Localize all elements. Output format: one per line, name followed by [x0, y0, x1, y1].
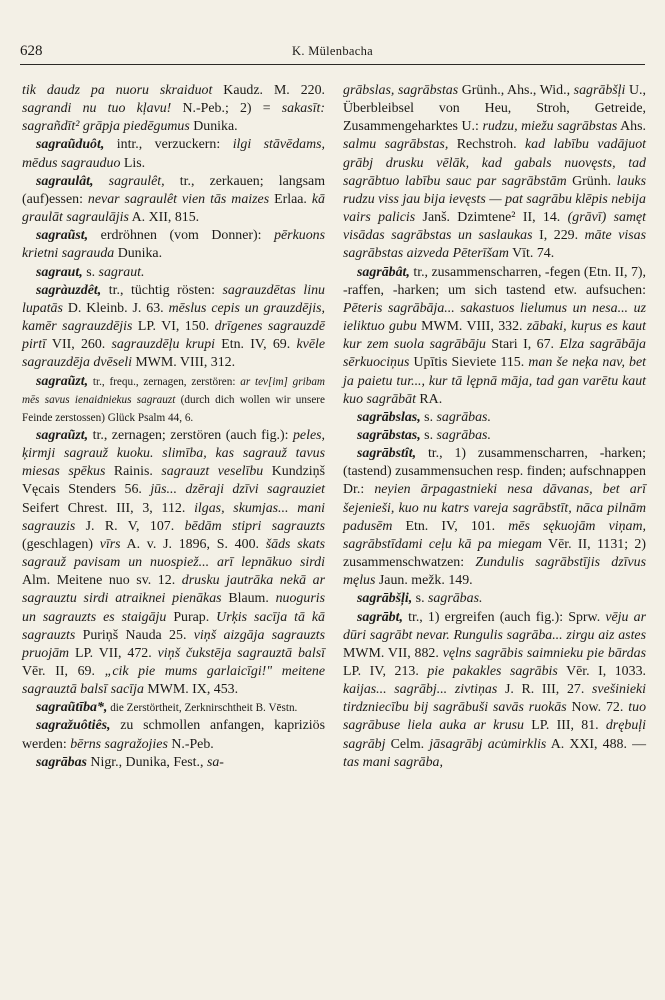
entry-text: U., Überbleibsel von Heu, Stroh, Getreide, Zusammengeharktes U.: — [343, 83, 646, 135]
dictionary-entry — [343, 264, 646, 409]
entry-text: Now. 72. — [566, 700, 629, 716]
headword: sagrābt, — [357, 609, 403, 625]
entry-text: pērkuons krietni sagrauda — [22, 228, 325, 262]
dictionary-entry — [22, 82, 325, 136]
entry-text: tr., zernagen; zerstören (auch fig.): — [88, 427, 293, 443]
entry-text: LP. III, 81. — [524, 718, 606, 734]
entry-text: s. — [82, 264, 99, 280]
entry-text: Upītis Sieviete 115. — [409, 355, 529, 371]
entry-text: sagrauzdētas linu lupatās — [22, 282, 325, 316]
entry-text: jūs... dzēraji dzīvi sagrauziet — [150, 482, 325, 498]
entry-text: sagrābas. — [436, 427, 491, 443]
entry-text: ilgas, skumjas... mani sagrauzis — [22, 500, 325, 534]
entry-text: Purap. — [166, 609, 217, 625]
headword: sagrābstas, — [357, 427, 421, 443]
entry-text: s. — [420, 409, 437, 425]
entry-text: LP. VI, 150. — [132, 319, 215, 335]
entry-text: bērns sagražojies — [70, 736, 168, 752]
entry-text: s. — [412, 591, 429, 607]
entry-text — [94, 174, 109, 189]
entry-text: kaijas... sagrābj... zivtiņas — [343, 682, 498, 698]
entry-text: sagrauzt veselību — [161, 464, 264, 480]
entry-text: N.-Peb.; 2) = — [171, 101, 282, 117]
dictionary-entry — [22, 699, 325, 717]
entry-text: Erlaa. — [269, 191, 312, 207]
entry-text: nevar sagraulêt vien tās maizes — [87, 191, 270, 207]
entry-text: drębuļi sagrābj — [343, 718, 646, 752]
entry-text: sagrauzdēļu krupi — [111, 337, 216, 353]
entry-text: Dunika. — [189, 119, 238, 135]
entry-text: vēju ar dūri sagrābt nevar. Rungulis sagrāba... zirgu aiz astes — [343, 609, 646, 643]
entry-text: s. — [420, 427, 437, 443]
dictionary-entry — [343, 409, 646, 427]
entry-text: Dunika. — [114, 246, 163, 262]
entry-text: J. R. V, 107. — [75, 518, 185, 534]
entry-text: sagrandi nu tuo kļavu! — [22, 101, 172, 117]
entry-text: MWM. IX, 453. — [143, 682, 239, 698]
entry-text: Rainis. — [105, 464, 162, 480]
entry-text: Lis. — [120, 155, 146, 171]
entry-text: tr., tüchtig rösten: — [101, 282, 223, 298]
entry-text: tr., frequ., zernagen, zerstören: — [88, 375, 241, 388]
entry-text: viņš čukstēja sagrauztā balsī — [157, 645, 325, 661]
entry-text: Etn. IV, 69. — [215, 337, 297, 353]
entry-text: A. v. J. 1896, S. 400. — [120, 536, 266, 552]
headword: sagraũzt, — [36, 427, 89, 443]
entry-text: sa- — [206, 754, 224, 770]
entry-text: ne̦vien ārpagastnieki nesa dāvanas, bet arī šejenieši, kuo nu katrs vareja sagrābstīt, nāca pilnām padusēm — [343, 482, 646, 534]
entry-text: salmu sagrābstas, — [343, 137, 449, 153]
entry-text: kad labību vadājuot grābj drusku vēlāk, kad gabals nuovęsts, tad sagrābtuo labību sauc par sagrābstām — [343, 137, 646, 189]
dictionary-entry — [343, 427, 646, 445]
entry-text: A. XII, 815. — [128, 210, 200, 226]
entry-text: zu schmollen anfangen, kapriziös werden: — [22, 718, 325, 752]
headword: sagraũduôt, — [36, 137, 105, 153]
dictionary-entry — [22, 227, 325, 263]
entry-text: tr., 1) ergreifen (auch fig.): Sprw. — [402, 609, 606, 625]
entry-text: sagraulêt, — [108, 173, 165, 189]
entry-text: sagrābšļi — [573, 83, 626, 98]
entry-text: māte visas sagrābstas aizveda Pēterīšam — [343, 228, 646, 262]
entry-text: Zundulis sagrābstījis dzīvus męlus — [343, 555, 646, 589]
entry-text: D. Kleinb. J. 63. — [62, 300, 169, 316]
entry-text: A. XXI, 488. — — [546, 736, 646, 752]
entry-text: MWM. VIII, 312. — [131, 355, 236, 371]
entry-text: sagrābas. — [436, 409, 491, 425]
left-column — [22, 82, 325, 772]
entry-text: Janš. Dzimtene² II, 14. — [415, 210, 568, 226]
headword: sagražuôtiês, — [36, 718, 111, 734]
entry-text: sagraut. — [98, 264, 145, 280]
entry-text: „cik pie mums garlaicīgi!" meitene sagrauztā balsī sacīja — [22, 664, 325, 698]
entry-text: svešinieki tirdzniecību bij sagrābuši savās ruokās — [343, 682, 647, 716]
entry-text: Alm. Meitene nuo sv. 12. — [22, 573, 182, 589]
entry-text: Stari I, 67. — [485, 337, 560, 353]
entry-text: nuoguris un sagrauzts es staigāju — [22, 591, 325, 625]
entry-text: tr., zerkauen; langsam (auf)essen: — [22, 173, 325, 207]
headword: sagrābslas, — [357, 409, 421, 425]
entry-text: intr., verzuckern: — [104, 137, 233, 153]
entry-text: LP. VII, 472. — [69, 645, 158, 661]
entry-text: Vēr. II, 1131; 2) zusammenschwatzen: — [343, 536, 646, 571]
entry-text: drīgenes sagrauzdē pirtī — [22, 319, 325, 353]
headword: sagrābstît, — [357, 446, 417, 462]
entry-text: šāds skats sagrauž pavisam un nuospiež... arī lepnākuo sirdi — [22, 536, 325, 571]
dictionary-entry — [343, 445, 646, 590]
headword: sagrābas — [36, 754, 87, 770]
dictionary-entry — [22, 282, 325, 373]
running-title: K. Mülenbacha — [292, 44, 373, 58]
right-column — [343, 82, 646, 772]
entry-text: Rechstroh. — [448, 137, 525, 153]
dictionary-entry — [343, 590, 646, 608]
entry-text: rudzu, miežu sagrābstas — [482, 119, 618, 135]
entry-text: Ahs. — [617, 119, 646, 135]
entry-text: grābslas, sagrābstas — [343, 83, 459, 98]
entry-text: mēslus cepis un grauzdējis, kamēr sagrauzdējis — [22, 300, 325, 335]
entry-text: Etn. IV, 101. — [392, 518, 509, 534]
entry-text: mēs sękuojām viņam, sagrābstīdami ceļu kā pa miegam — [343, 518, 646, 552]
entry-text: tas mani sagrāba, — [343, 754, 443, 770]
entry-text: Grünh., Ahs., Wid., — [458, 83, 574, 98]
entry-text: MWM. VIII, 332. — [416, 319, 527, 335]
entry-text: zābaki, kuŗus es kaut kur zem suola sagrābāju — [343, 319, 646, 353]
dictionary-entry — [22, 173, 325, 227]
entry-text: ar tev[im] gribam mēs savus ienaidniekus sagrauzt — [22, 375, 325, 406]
entry-text: Vēr. II, 69. — [22, 664, 105, 679]
entry-text: viņš aizgāja sagrauzts pruojām — [22, 627, 325, 661]
entry-text: sakasīt: sagrañdīt² grāpja piedēgumus — [22, 101, 325, 135]
entry-text: I, 229. — [532, 228, 585, 244]
entry-text: Blaum. — [221, 591, 276, 607]
entry-text: Kaudz. M. 220. — [212, 83, 326, 98]
entry-text: bēdām stipri sagrauzts — [184, 518, 325, 534]
entry-text: man še ne̦ka nav, bet ja paietu tur..., kur tā lępnā māja, tad gan varētu kaut kuo sagrābāt — [343, 355, 647, 407]
entry-text: sagrābas. — [428, 591, 483, 607]
dictionary-entry — [343, 82, 646, 264]
headword: sagràuzdêt, — [36, 282, 102, 298]
entry-text: ilgi stāvēdams, mēdus sagrauduo — [22, 137, 325, 171]
entry-text: drusku jautrāka nekā ar sagrauztu sirdi atraiknei pienākas — [22, 573, 325, 607]
entry-text: Seifert Chrest. III, 3, 112. — [22, 500, 195, 516]
entry-text: erdröhnen (vom Donner): — [88, 228, 275, 244]
entry-text: die Zerstörtheit, Zerknirschtheit B. Vēstn. — [107, 702, 298, 715]
entry-text: (geschlagen) — [22, 536, 100, 552]
entry-text: (grāvī) samęt visādas sagrābstas un saslaukas — [343, 210, 646, 244]
entry-text: J. R. III, 27. — [497, 682, 593, 698]
entry-text: Jaun. mežk. 149. — [375, 573, 473, 589]
entry-text: tr., 1) zusammenscharren, -harken; (tastend) zusammensuchen resp. finden; aufschnappen Dr.: — [343, 446, 646, 498]
entry-text: MWM. VII, 882. — [343, 645, 443, 661]
entry-text: RA. — [415, 391, 443, 407]
entry-text: LP. IV, 213. — [343, 664, 428, 679]
dictionary-entry — [22, 427, 325, 699]
dictionary-entry — [22, 717, 325, 753]
entry-text: pie pakakles sagrābis — [427, 664, 558, 679]
page-number: 628 — [20, 43, 43, 59]
headword: sagraũst, — [36, 228, 89, 244]
headword: sagraũzt, — [36, 373, 89, 389]
entry-text: tuo sagrābuse liela auka ar krusu — [343, 700, 647, 734]
entry-text: vīrs — [99, 536, 121, 552]
entry-text: tik daudz pa nuoru skraiduot — [22, 83, 213, 98]
entry-text: Puriņš Nauda 25. — [75, 627, 194, 643]
entry-text: Pēteris sagrābāja... sakastuos lielumus un nesa... uz ieliktuo gubu — [343, 300, 646, 335]
entry-text: peles, ķirmji sagrauž kuoku. slimība, kas sagrauž tavus miesas spēkus — [22, 427, 325, 480]
entry-text: vęlns sagrābis saimnieku pie bārdas — [442, 645, 646, 661]
dictionary-entry — [22, 373, 325, 427]
dictionary-entry — [343, 609, 646, 772]
entry-text: jāsagrābj acu̇mirklis — [429, 736, 547, 752]
headword: sagraũtība*, — [36, 700, 108, 716]
entry-text: lauks rudzu viss jau bija ievęsts — pat sagrābu klēpis nebija vairs palicis — [343, 173, 646, 226]
entry-text: (durch dich wollen wir unsere Feinde zerstossen) Glück Psalm 44, 6. — [22, 393, 325, 424]
headword: sagrābšļi, — [357, 591, 413, 607]
entry-text: Kundziņš Vęcais Stenders 56. — [22, 464, 326, 498]
entry-text: Elza sagrābāja sērkuociņus — [343, 337, 646, 371]
entry-text: VII, 260. — [45, 337, 112, 353]
headword: sagrābât, — [357, 264, 410, 280]
page-header — [20, 40, 645, 65]
entry-text: Nigr., Dunika, Fest., — [86, 754, 207, 770]
headword: sagraut, — [36, 264, 83, 280]
entry-text: Vīt. 74. — [508, 246, 555, 262]
entry-text: Vēr. I, 1033. — [557, 664, 646, 679]
dictionary-entry — [22, 754, 325, 772]
headword: sagraulât, — [36, 173, 94, 189]
dictionary-entry — [22, 264, 325, 282]
entry-text: Grünh. — [566, 173, 617, 189]
entry-text: Celm. — [385, 736, 430, 752]
entry-text: Urķis sacīja tā kā sagrauzts — [22, 609, 325, 643]
dictionary-entry — [22, 136, 325, 172]
entry-text: N.-Peb. — [167, 736, 214, 752]
entry-text: kvēle sagrauzdēja dvēseli — [22, 337, 326, 371]
entry-text: kā graulāt sagraulājis — [22, 191, 325, 226]
entry-text: tr., zusammenscharren, -fegen (Etn. II, 7), -raffen, -harken; um sich tastend etw. aufsuchen: — [343, 264, 646, 298]
